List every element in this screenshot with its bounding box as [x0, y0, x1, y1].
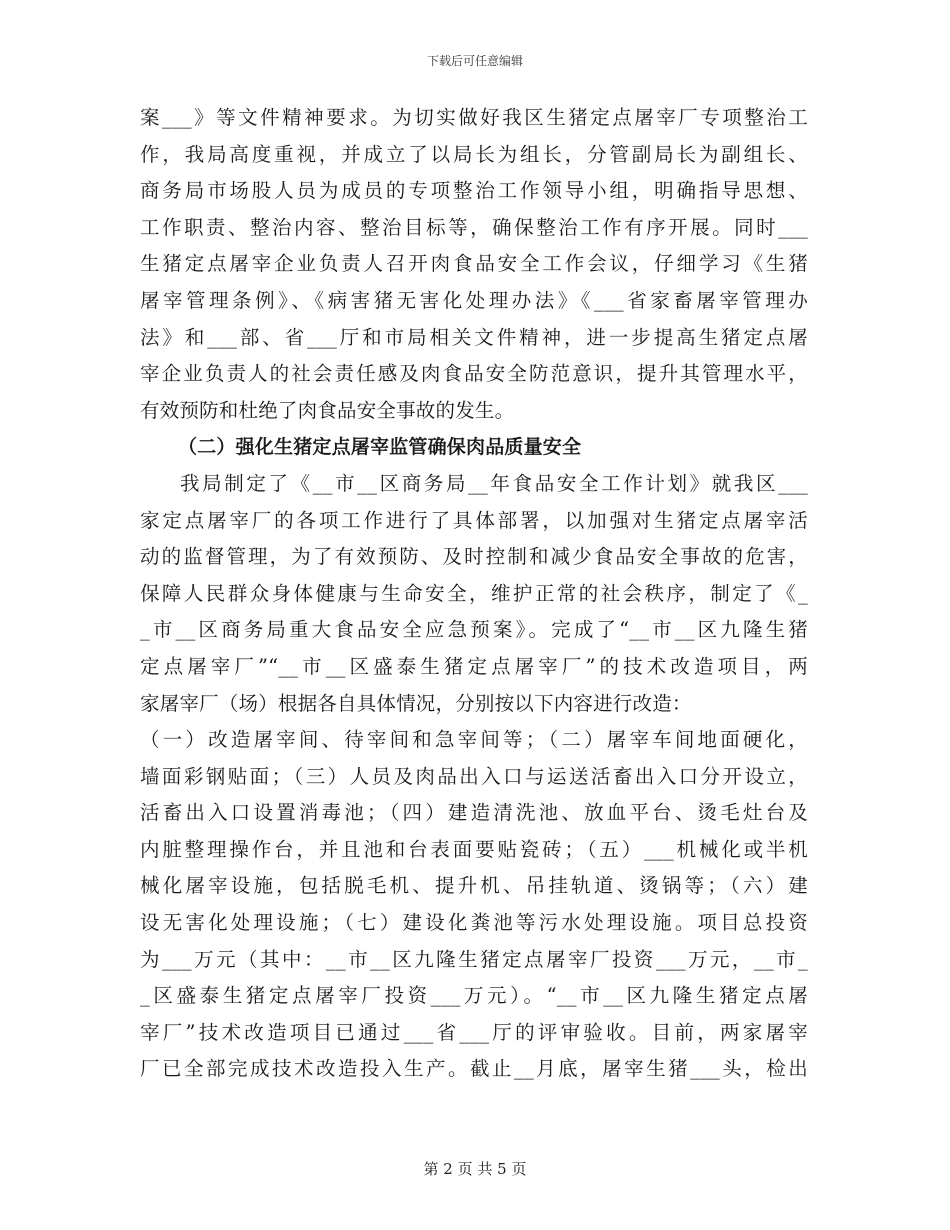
text-line: 屠宰管理条例》、《病害猪无害化处理办法》《___省家畜屠宰管理办: [140, 288, 808, 312]
document-body: [140, 100, 808, 1088]
text-line: 宰企业负责人的社会责任感及肉食品安全防范意识，提升其管理水平，: [140, 362, 808, 386]
text-line: 宰厂”技术改造项目已通过___省___厅的评审验收。目前，两家屠宰: [140, 1020, 808, 1044]
page-header: 下载后可任意编辑: [426, 54, 523, 68]
text-line: 生猪定点屠宰企业负责人召开肉食品安全工作会议，仔细学习《生猪: [140, 252, 808, 276]
page-number: 第 2 页 共 5 页: [423, 1160, 527, 1178]
section-heading: （二）强化生猪定点屠宰监管确保肉品质量安全: [178, 436, 582, 459]
text-line: 有效预防和杜绝了肉食品安全事故的发生。: [140, 398, 515, 422]
text-line: 为___万元（其中：__市__区九隆生猪定点屠宰厂投资___万元，__市_: [140, 947, 808, 971]
text-line: （一）改造屠宰间、待宰间和急宰间等；（二）屠宰车间地面硬化，: [140, 728, 808, 752]
text-line: 案___》等文件精神要求。为切实做好我区生猪定点屠宰厂专项整治工: [140, 106, 808, 129]
text-line: 厂已全部完成技术改造投入生产。截止__月底，屠宰生猪___头，检出: [140, 1057, 808, 1081]
text-line: 内脏整理操作台，并且池和台表面要贴瓷砖；（五）___机械化或半机: [140, 837, 808, 861]
text-line: 械化屠宰设施，包括脱毛机、提升机、吊挂轨道、烫锅等；（六）建: [140, 874, 808, 898]
text-line: 家定点屠宰厂的各项工作进行了具体部署，以加强对生猪定点屠宰活: [140, 508, 808, 532]
text-line: 定点屠宰厂”“__市__区盛泰生猪定点屠宰厂”的技术改造项目，两: [140, 654, 808, 678]
text-line: 商务局市场股人员为成员的专项整治工作领导小组，明确指导思想、: [140, 179, 808, 203]
text-line: 动的监督管理，为了有效预防、及时控制和减少食品安全事故的危害，: [140, 545, 808, 569]
text-line: 作，我局高度重视，并成立了以局长为组长，分管副局长为副组长、: [140, 142, 808, 166]
text-line: 活畜出入口设置消毒池；（四）建造清洗池、放血平台、烫毛灶台及: [140, 801, 808, 825]
text-line: 墙面彩钢贴面；（三）人员及肉品出入口与运送活畜出入口分开设立，: [140, 764, 808, 788]
text-line: 保障人民群众身体健康与生命安全，维护正常的社会秩序，制定了《_: [140, 581, 808, 605]
text-line: 设无害化处理设施；（七）建设化粪池等污水处理设施。项目总投资: [140, 911, 808, 935]
text-line: _市__区商务局重大食品安全应急预案》。完成了“__市__区九隆生猪: [140, 618, 808, 642]
text-line: 工作职责、整治内容、整治目标等，确保整治工作有序开展。同时___: [140, 215, 808, 239]
text-line: 我局制定了《__市__区商务局__年食品安全工作计划》就我区___: [180, 471, 808, 495]
text-line: _区盛泰生猪定点屠宰厂投资___万元）。“__市__区九隆生猪定点屠: [140, 984, 808, 1008]
text-line: 法》和___部、省___厅和市局相关文件精神，进一步提高生猪定点屠: [140, 325, 808, 349]
text-line: 家屠宰厂（场）根据各自具体情况，分别按以下内容进行改造：: [140, 691, 692, 715]
